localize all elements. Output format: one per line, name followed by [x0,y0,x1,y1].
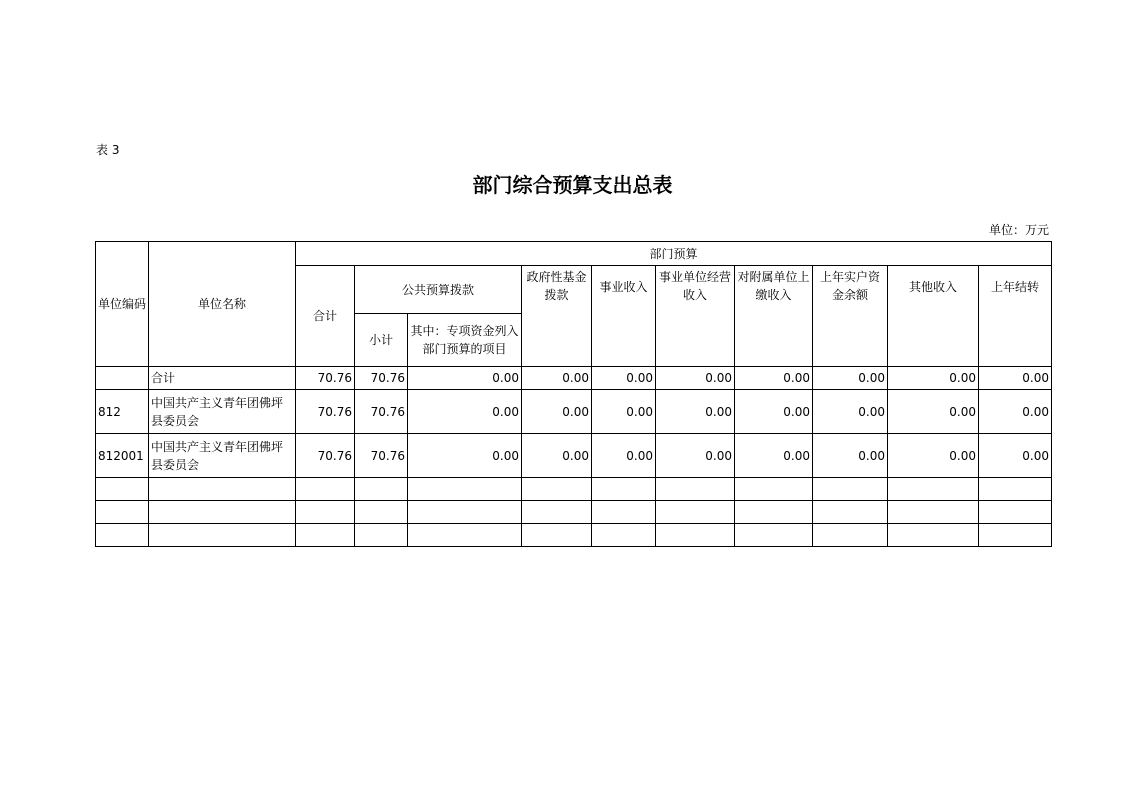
cell-special: 0.00 [408,367,522,390]
header-gov-fund: 政府性基金拨款 [522,266,592,367]
cell-name: 中国共产主义青年团佛坪县委员会 [149,390,296,434]
cell-balance: 0.00 [813,367,888,390]
cell-affiliated: 0.00 [735,367,813,390]
cell-code: 812001 [96,434,149,478]
header-public-budget: 公共预算拨款 [355,266,522,314]
unit-note: 单位：万元 [988,223,1049,237]
cell-affiliated: 0.00 [735,390,813,434]
cell-business: 0.00 [592,367,656,390]
header-unit-code: 单位编码 [96,242,149,367]
cell-gov-fund: 0.00 [522,367,592,390]
header-dept-budget: 部门预算 [296,242,1052,266]
table-number: 表 3 [96,143,120,157]
header-affiliated-income: 对附属单位上缴收入 [735,266,813,367]
cell-balance: 0.00 [813,390,888,434]
header-unit-name: 单位名称 [149,242,296,367]
cell-name: 合计 [149,367,296,390]
table-row [96,367,1052,390]
cell-business: 0.00 [592,434,656,478]
cell-code: 812 [96,390,149,434]
cell-carryover: 0.00 [979,367,1052,390]
cell-balance: 0.00 [813,434,888,478]
cell-total: 70.76 [296,434,355,478]
cell-total: 70.76 [296,390,355,434]
header-business-income: 事业收入 [592,266,656,367]
cell-gov-fund: 0.00 [522,390,592,434]
empty-row [96,501,1052,524]
table-row [96,390,1052,434]
header-last-year-carryover: 上年结转 [979,266,1052,367]
page-title: 部门综合预算支出总表 [472,173,673,197]
cell-name: 中国共产主义青年团佛坪县委员会 [149,434,296,478]
cell-carryover: 0.00 [979,390,1052,434]
header-total: 合计 [296,266,355,367]
header-special-funds: 其中：专项资金列入部门预算的项目 [408,314,522,367]
cell-other: 0.00 [888,434,979,478]
table-row [96,434,1052,478]
budget-table [95,241,1052,547]
cell-total: 70.76 [296,367,355,390]
header-subtotal: 小计 [355,314,408,367]
cell-operating: 0.00 [656,390,735,434]
cell-operating: 0.00 [656,367,735,390]
header-last-year-balance: 上年实户资金余额 [813,266,888,367]
cell-special: 0.00 [408,390,522,434]
cell-carryover: 0.00 [979,434,1052,478]
cell-operating: 0.00 [656,434,735,478]
cell-gov-fund: 0.00 [522,434,592,478]
cell-business: 0.00 [592,390,656,434]
cell-subtotal: 70.76 [355,367,408,390]
cell-subtotal: 70.76 [355,434,408,478]
header-other-income: 其他收入 [888,266,979,367]
header-business-operating-income: 事业单位经营收入 [656,266,735,367]
cell-subtotal: 70.76 [355,390,408,434]
cell-other: 0.00 [888,367,979,390]
empty-row [96,478,1052,501]
cell-affiliated: 0.00 [735,434,813,478]
empty-row [96,524,1052,547]
cell-code [96,367,149,390]
cell-other: 0.00 [888,390,979,434]
cell-special: 0.00 [408,434,522,478]
